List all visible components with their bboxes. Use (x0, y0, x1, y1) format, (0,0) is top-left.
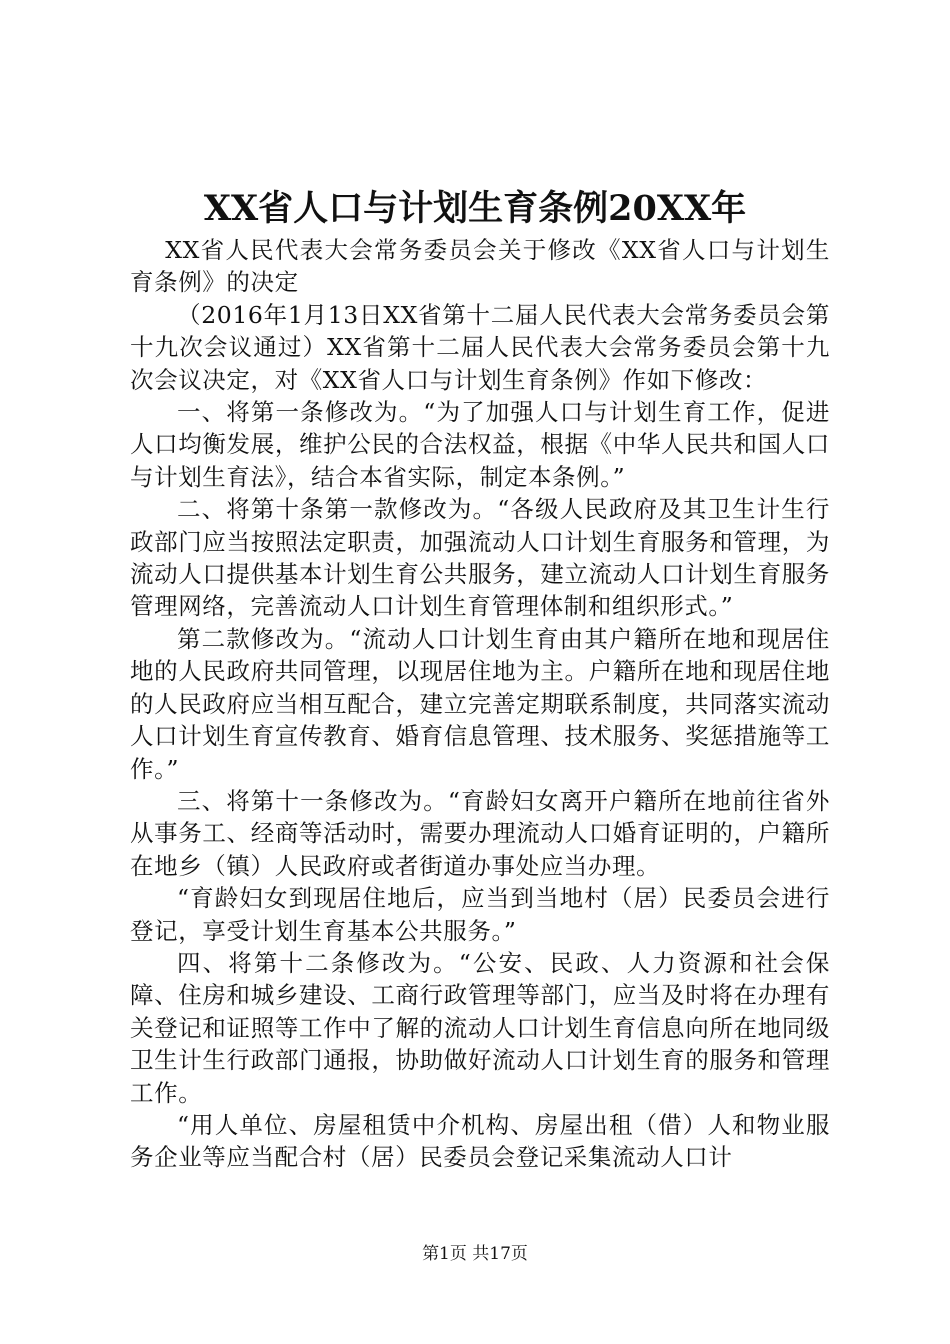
paragraph-amendment-2: 二、将第十条第一款修改为。“各级人民政府及其卫生计生行政部门应当按照法定职责，加强流动人口计划生育服务和管理，为流动人口提供基本计划生育公共服务，建立流动人口计划生育服务管理网络，完善流动人口计划生育管理体制和组织形式。” (130, 495, 830, 621)
paragraph-adoption-note: （2016年1月13日XX省第十二届人民代表大会常务委员会第十九次会议通过）XX省第十二届人民代表大会常务委员会第十九次会议决定，对《XX省人口与计划生育条例》作如下修改： (130, 300, 830, 394)
paragraph-amendment-4: 四、将第十二条修改为。“公安、民政、人力资源和社会保障、住房和城乡建设、工商行政管理等部门，应当及时将在办理有关登记和证照等工作中了解的流动人口计划生育信息向所在地同级卫生计生行政部门通报，协助做好流动人口计划生育的服务和管理工作。 (130, 948, 830, 1107)
document-title: XX省人口与计划生育条例20XX年 (203, 188, 747, 229)
paragraph-amendment-2-clause-2: 第二款修改为。“流动人口计划生育由其户籍所在地和现居住地的人民政府共同管理，以现居住地为主。户籍所在地和现居住地的人民政府应当相互配合，建立完善定期联系制度，共同落实流动人口计划生育宣传教育、婚育信息管理、技术服务、奖惩措施等工作。” (130, 624, 830, 783)
paragraph-amendment-3-clause-2: “育龄妇女到现居住地后，应当到当地村（居）民委员会进行登记，享受计划生育基本公共服务。” (130, 884, 830, 945)
paragraph-amendment-1: 一、将第一条修改为。“为了加强人口与计划生育工作，促进人口均衡发展，维护公民的合法权益，根据《中华人民共和国人口与计划生育法》，结合本省实际，制定本条例。” (130, 398, 830, 491)
document-body (130, 234, 830, 1174)
paragraph-amendment-4-clause-2: “用人单位、房屋租赁中介机构、房屋出租（借）人和物业服务企业等应当配合村（居）民委员会登记采集流动人口计 (130, 1110, 830, 1172)
paragraph-intro: XX省人民代表大会常务委员会关于修改《XX省人口与计划生育条例》的决定 (130, 236, 830, 297)
paragraph-amendment-3: 三、将第十一条修改为。“育龄妇女离开户籍所在地前往省外从事务工、经商等活动时，需要办理流动人口婚育证明的，户籍所在地乡（镇）人民政府或者街道办事处应当办理。 (130, 786, 830, 880)
page-footer: 第1页 共17页 (422, 1244, 528, 1264)
